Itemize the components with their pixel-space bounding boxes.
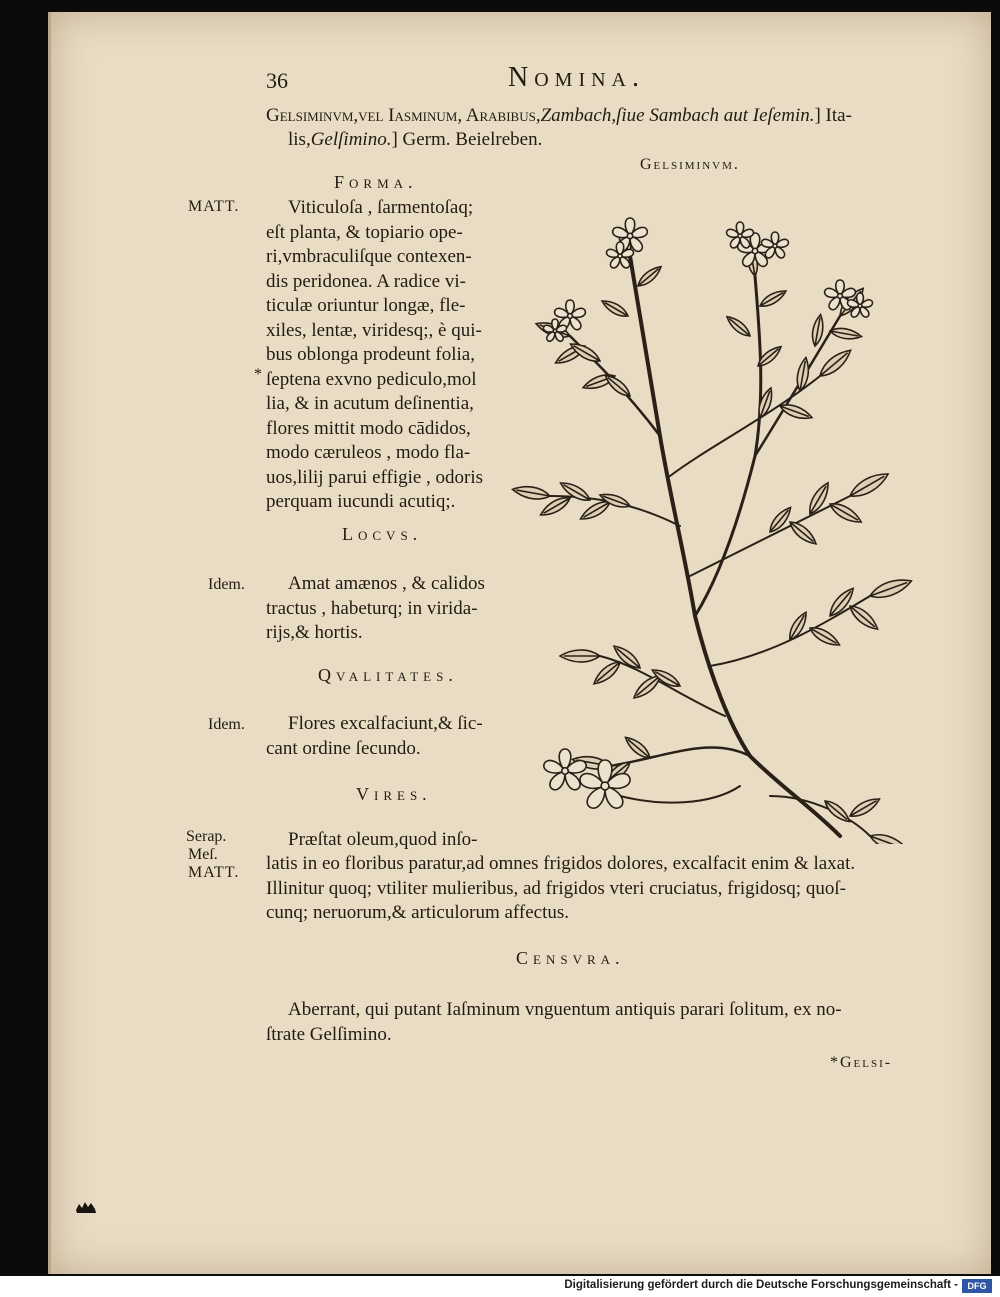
running-head: Nomina. (508, 62, 645, 93)
heading-qualitates: Qvalitates. (318, 665, 458, 685)
heading-locus: Locvs. (342, 524, 423, 544)
qualitates-text (266, 712, 514, 761)
vires-line: latis in eo floribus paratur,ad omnes frigidos dolores, excalfacit enim & laxat. (266, 853, 856, 874)
qualitates-line: cant ordine ſecundo. (266, 737, 421, 759)
forma-line: ri,vmbraculiſque contexen- (266, 246, 472, 267)
leaf-mark (591, 658, 624, 688)
heading-censura: Censvra. (516, 948, 625, 968)
locus-line: rijs,& hortis. (266, 622, 363, 643)
leaf-mark (600, 297, 630, 320)
locus-line: tractus , habeturq; in virida- (266, 597, 478, 619)
leaf-mark (826, 585, 857, 620)
margin-note-matt: MATT. (188, 864, 240, 881)
footer-credit: Digitalisierung gefördert durch die Deutsche Forschungsgemeinschaft - (564, 1279, 958, 1291)
forma-line: flores mittit modo cādidos, (266, 417, 471, 439)
name-line-part1: Gelsiminvm,vel Iaſminum, Arabibus, (266, 105, 541, 126)
forma-line: ſeptena exvno pediculo,mol (266, 368, 477, 390)
name-line-arabic: Zambach,ſiue Sambach aut Ieſemin. (540, 105, 815, 126)
censura-text (266, 998, 926, 1047)
ink-blot (75, 1200, 97, 1214)
margin-note-idem: Idem. (208, 576, 245, 593)
heading-vires: Vires. (356, 784, 432, 804)
margin-note-idem: Idem. (208, 716, 245, 733)
forma-line: modo cæruleos , modo fla- (266, 442, 471, 463)
leaf-mark (807, 624, 842, 650)
censura-line: ſtrate Gelſimino. (266, 1023, 392, 1045)
name-line-german: ] Germ. Beielreben. (391, 129, 543, 150)
leaf-mark (868, 830, 910, 844)
footer-bar (0, 1276, 1000, 1297)
forma-line: ticulæ oriuntur longæ, fle- (266, 295, 466, 316)
flower-mark (542, 749, 587, 792)
leaf-mark (847, 602, 882, 633)
catchword: *Gelsi- (830, 1054, 893, 1071)
name-line-part3: ] Ita- (814, 105, 852, 126)
forma-line: xiles, lentæ, viridesq;, è qui- (266, 319, 482, 341)
qualitates-line: Flores excalfaciunt,& ſic- (288, 713, 483, 734)
leaf-mark (829, 326, 862, 341)
forma-line: uos,lilij parui effigie , odoris (266, 466, 484, 488)
forma-line: bus oblonga prodeunt folia, (266, 344, 475, 365)
leaf-mark (787, 518, 820, 548)
forma-line: Viticuloſa , ſarmentoſaq; (288, 197, 474, 218)
leaf-mark (847, 795, 882, 821)
dfg-logo: DFG (962, 1279, 992, 1293)
gelsiminum-woodcut (510, 196, 920, 844)
vires-text (266, 852, 926, 926)
leaf-mark (602, 372, 633, 400)
leaf-mark (868, 575, 914, 602)
vires-line: Illinitur quoq; vtiliter mulieribus, ad frigidos vteri cruciatus, frigidosq; quoſ- (266, 877, 846, 899)
forma-line: lia, & in acutum deſinentia, (266, 393, 474, 414)
forma-line: eſt planta, & topiario ope- (266, 221, 463, 243)
leaf-mark (560, 650, 600, 662)
illustration-title: Gelsiminvm. (640, 156, 740, 173)
leaf-mark (512, 484, 551, 502)
forma-text (266, 196, 514, 515)
leaf-mark (635, 263, 664, 289)
heading-forma: Forma. (334, 172, 418, 192)
censura-line: Aberrant, qui putant Iaſminum vnguentum antiquis parari ſolitum, ex no- (288, 999, 842, 1020)
margin-note-mes: Meſ. (188, 846, 218, 863)
page-number: 36 (266, 68, 288, 93)
leaf-mark (816, 346, 854, 381)
leaf-mark (622, 734, 653, 762)
name-line-part4: lis, (288, 129, 311, 150)
forma-line: perquam iucundi acutiq;. (266, 491, 456, 512)
margin-note-serap: Serap. (186, 828, 227, 845)
asterisk-mark: * (254, 366, 262, 383)
leaf-mark (827, 499, 864, 526)
flower-mark (761, 232, 790, 259)
vires-line: cunq; neruorum,& articulorum affectus. (266, 902, 570, 923)
vires-first-line: Præſtat oleum,quod inſo- (288, 829, 478, 850)
margin-note-matt: MATT. (188, 198, 240, 215)
locus-line: Amat amænos , & calidos (288, 573, 485, 594)
forma-line: dis peridonea. A radice vi- (266, 270, 466, 292)
locus-text (266, 572, 514, 646)
leaf-mark (847, 468, 892, 501)
name-line (266, 104, 926, 152)
name-line-italian: Gelſimino. (310, 129, 392, 150)
leaf-mark (758, 287, 788, 310)
leaf-mark (724, 313, 753, 339)
